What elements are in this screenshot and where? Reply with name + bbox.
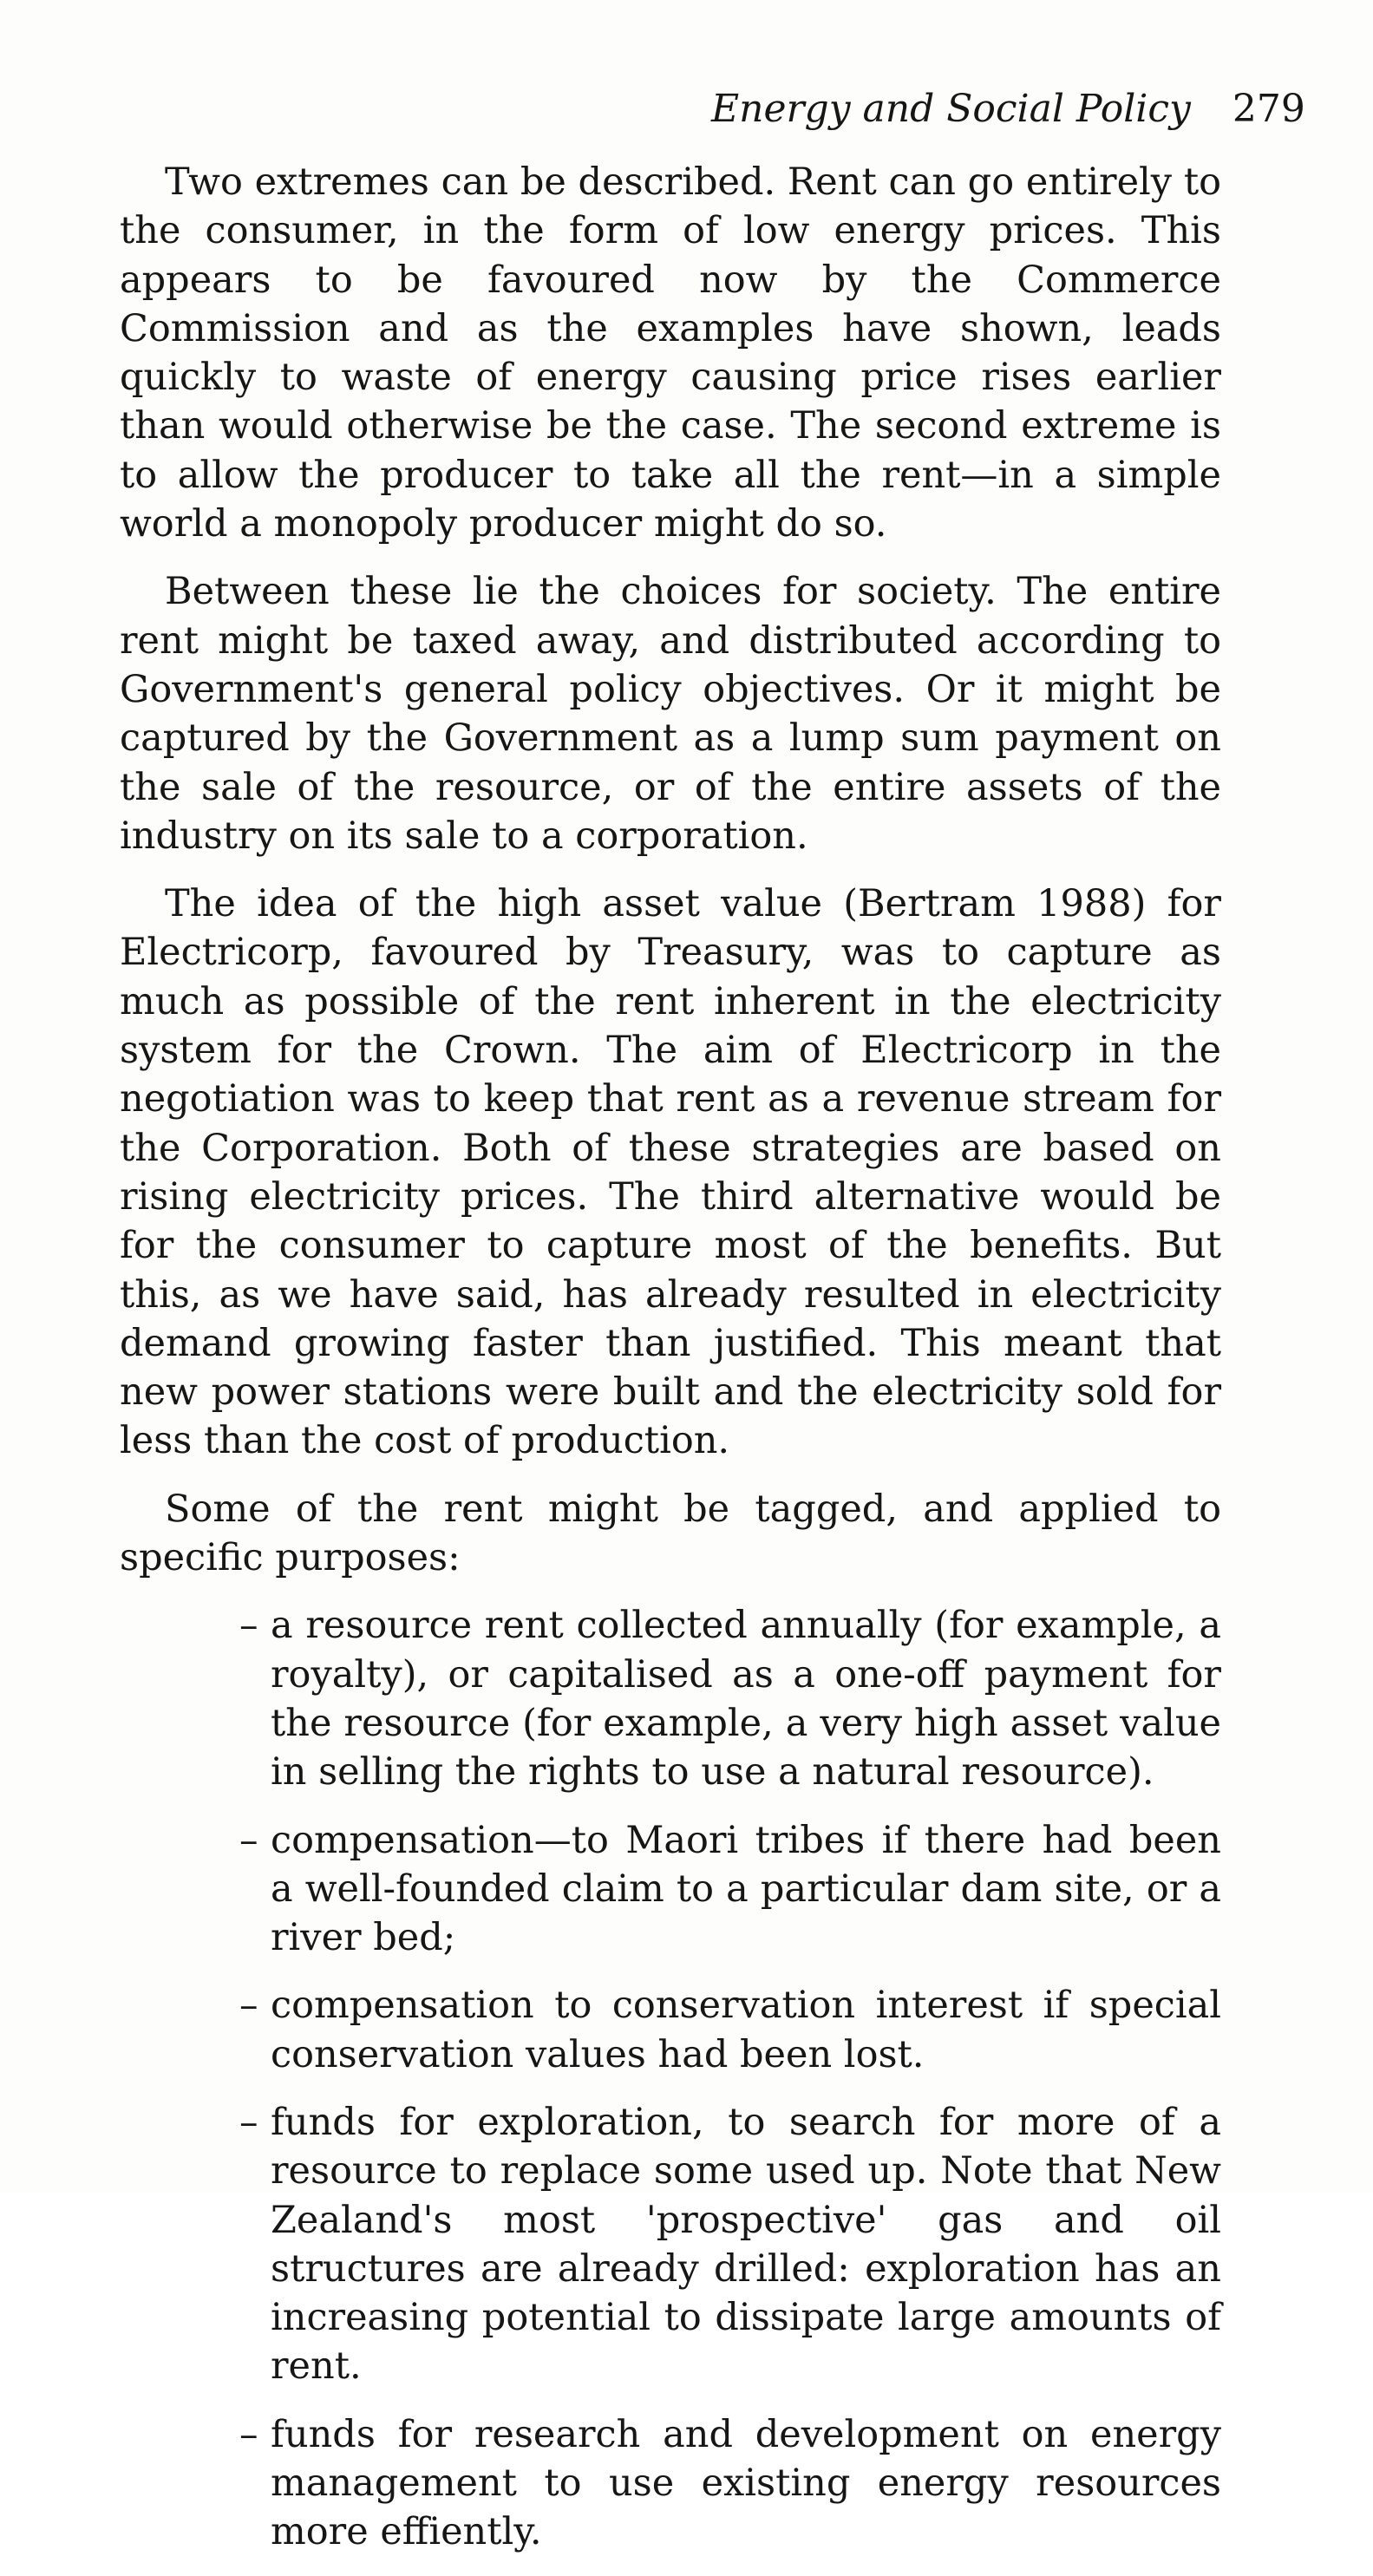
list-dash: – [239, 2412, 258, 2456]
list-item-text: compensation to conservation interest if special conservation values had been lost. [271, 1984, 1221, 2076]
list-item [239, 2410, 1221, 2557]
list-item [239, 1981, 1221, 2079]
running-head [711, 83, 1305, 135]
list-dash: – [239, 1984, 258, 2028]
list-dash: – [239, 1818, 258, 1862]
list-item-text: a resource rent collected annually (for example, a royalty), or capitalised as a one-off payment for the resource (for example, a very high asset value in selling the rights to use a natural resource). [271, 1604, 1221, 1795]
list-item-text: funds for research and development on energy management to use existing energy resources more effiently. [271, 2412, 1221, 2554]
list-item [239, 1816, 1221, 1963]
list-item [239, 1601, 1221, 1796]
list-item-text: compensation—to Maori tribes if there had been a well-founded claim to a particular dam site, or a river bed; [271, 1818, 1221, 1960]
paragraph-tagged-rent: Some of the rent might be tagged, and applied to specific purposes: [120, 1487, 1221, 1580]
list-dash: – [239, 1604, 258, 1648]
list-dash: – [239, 2100, 258, 2144]
page-number: 279 [1232, 87, 1305, 131]
list-item [239, 2098, 1221, 2391]
running-title: Energy and Social Policy [711, 87, 1191, 131]
paragraph-choices-for-society: Between these lie the choices for society. The entire rent might be taxed away, and distributed according to Government's general policy objectives. Or it might be captured by the Government as a lump sum payment on the sale of the resource, or of the entire assets of the industry on its sale to a corporation. [120, 570, 1221, 858]
purposes-list [120, 1601, 1221, 2556]
list-item-text: funds for exploration, to search for more of a resource to replace some used up. Note that New Zealand's most 'prospective' gas and oil structures are already drilled: exploration has an increasing potential to dissipate large amounts of rent. [271, 2100, 1221, 2389]
paragraph-high-asset-value: The idea of the high asset value (Bertram 1988) for Electricorp, favoured by Treasury, was to capture as much as possible of the rent inherent in the electricity system for the Crown. The aim of Electricorp in the negotiation was to keep that rent as a revenue stream for the Corporation. Both of these strategies are based on rising electricity prices. The third alternative would be for the consumer to capture most of the benefits. But this, as we have said, has already resulted in electricity demand growing faster than justified. This meant that new power stations were built and the electricity sold for less than the cost of production. [120, 882, 1221, 1463]
paragraph-two-extremes: Two extremes can be described. Rent can go entirely to the consumer, in the form of low energy prices. This appears to be favoured now by the Commerce Commission and as the examples have shown, leads quickly to waste of energy causing price rises earlier than would otherwise be the case. The second extreme is to allow the producer to take all the rent—in a simple world a monopoly producer might do so. [120, 160, 1221, 546]
body-text [120, 158, 1221, 2576]
